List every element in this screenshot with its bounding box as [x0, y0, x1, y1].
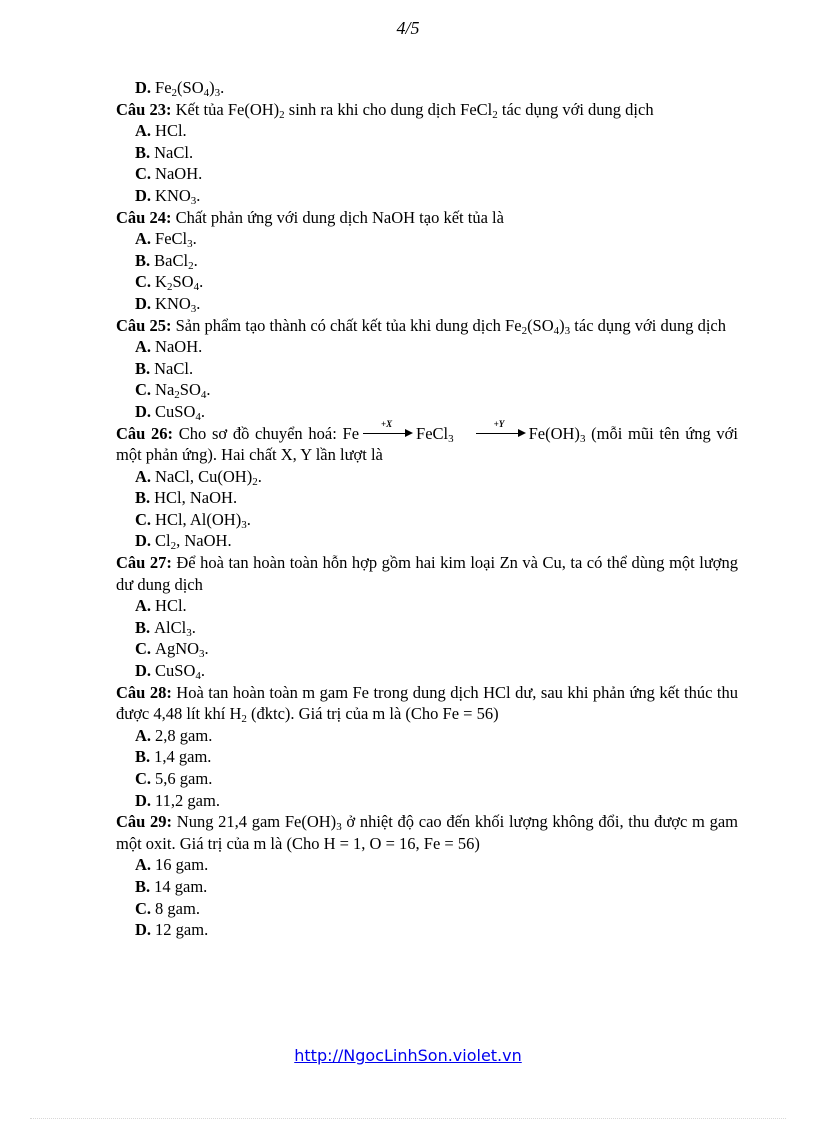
question-number: Câu 24: [116, 207, 172, 227]
question-28-option-d: D. 11,2 gam. [135, 790, 220, 810]
question-26-stem: Câu 26: Cho sơ đồ chuyển hoá: Fe +X FeCl$_3$ +Y $Fe(OH)_3$ (mỗi mũi tên ứng với một phản ứng). Hai chất X, Y lần lượt là [116, 418, 738, 465]
footer-website-link[interactable]: http://NgocLinhSon.violet.vn [294, 1046, 522, 1065]
question-29-option-b: B. 14 gam. [135, 876, 208, 896]
question-24-option-a: A. FeCl$_3$. [135, 229, 197, 251]
question-23-option-c: C. NaOH. [135, 164, 203, 184]
question-25-option-b: B. NaCl. [135, 358, 194, 378]
question-25-option-d: D. CuSO$_4$. [135, 401, 206, 423]
question-list [116, 77, 738, 941]
question-27-option-d: D. CuSO$_4$. [135, 661, 206, 683]
question-number: Câu 27: [116, 553, 172, 573]
question-26-option-c: C. HCl, $Al(OH)_3$. [135, 509, 251, 531]
question-number: Câu 26: [116, 423, 174, 443]
question-29-option-d: D. 12 gam. [135, 920, 209, 940]
question-number: Câu 23: [116, 99, 172, 119]
question-27-stem: Câu 27: Để hoà tan hoàn toàn hỗn hợp gồm hai kim loại Zn và Cu, ta có thể dùng một lượng dư dung dịch [116, 553, 739, 594]
question-26-option-a: A. NaCl, $Cu(OH)_2$. [135, 466, 262, 488]
reaction-arrow-x-icon: +X [363, 426, 413, 438]
question-28-option-c: C. 5,6 gam. [135, 769, 213, 788]
question-number: Câu 29: [116, 812, 173, 832]
question-27-option-c: C. AgNO$_3$. [135, 639, 209, 661]
question-24-option-b: B. BaCl$_2$. [135, 250, 198, 272]
question-28-option-b: B. 1,4 gam. [135, 747, 212, 767]
page-number: 4/5 [396, 18, 420, 38]
question-29-option-c: C. 8 gam. [135, 898, 200, 918]
question-24-option-d: D. $KNO_3$. [135, 293, 201, 315]
question-25-option-c: C. $Na_2SO_4$. [135, 380, 211, 402]
reaction-arrow-y-icon: +Y [476, 426, 526, 438]
question-29-option-a: A. 16 gam. [135, 855, 209, 875]
question-26-option-d: D. $Cl_2$, NaOH. [135, 531, 232, 553]
question-25-stem: Câu 25: Sản phẩm tạo thành có chất kết tủa khi dung dịch $Fe_2(SO_4)_3$ tác dụng với dung dịch [116, 315, 726, 337]
question-27-option-b: B. AlCl$_3$. [135, 617, 196, 639]
question-25-option-a: A. NaOH. [135, 337, 203, 357]
question-26-option-b: B. HCl, NaOH. [135, 488, 238, 508]
question-23-stem: Câu 23: Kết tủa $Fe(OH)_2$ sinh ra khi cho dung dịch FeCl$_2$ tác dụng với dung dịch [116, 99, 654, 121]
question-23-option-d: D. $KNO_3$. [135, 185, 201, 207]
option-label: D. [135, 78, 152, 97]
question-24-option-c: C. $K_2SO_4$. [135, 272, 204, 294]
question-23-option-b: B. NaCl. [135, 142, 194, 162]
option-d-previous: D. $Fe_2(SO_4)_3$. [135, 78, 225, 99]
footer-divider [30, 1118, 786, 1119]
question-27-option-a: A. HCl. [135, 596, 187, 616]
question-28-stem: Câu 28: Hoà tan hoàn toàn m gam Fe trong dung dịch HCl dư, sau khi phản ứng kết thúc thu được 4,48 lít khí $H_2$ (đktc). Giá trị của m là (Cho Fe = 56) [116, 682, 738, 726]
question-23-option-a: A. HCl. [135, 121, 187, 141]
question-28-option-a: A. 2,8 gam. [135, 725, 213, 745]
question-number: Câu 28: [116, 682, 172, 702]
question-29-stem: Câu 29: Nung 21,4 gam $Fe(OH)_3$ ở nhiệt độ cao đến khối lượng không đổi, thu được m gam một oxit. Giá trị của m là (Cho H = 1, O = 16, Fe = 56) [116, 812, 738, 853]
question-number: Câu 25: [116, 315, 172, 335]
question-24-stem: Câu 24: Chất phản ứng với dung dịch NaOH tạo kết tủa là [116, 207, 504, 227]
